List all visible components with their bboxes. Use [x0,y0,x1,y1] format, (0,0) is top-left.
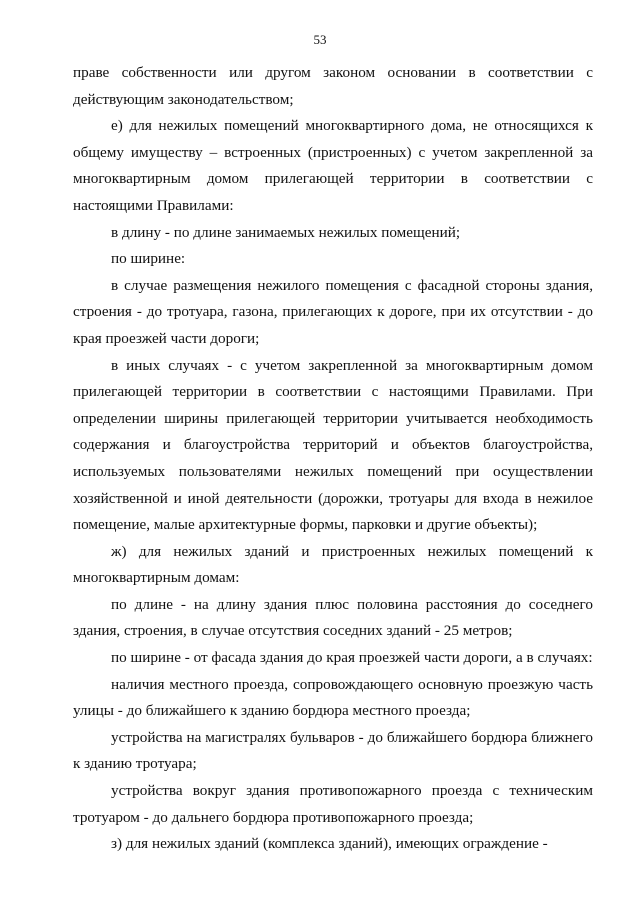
paragraph: ж) для нежилых зданий и пристроенных нежилых помещений к многоквартирным домам: [73,542,593,587]
paragraph: по ширине: [111,250,186,268]
paragraph: в иных случаях - с учетом закрепленной за многоквартирным домом прилегающей территории в соответствии с настоящими Правилами. При определении ширины прилегающей территории учитывается необходимость содержания и благоустройства территорий и объектов благоустройства, используемых пользователями нежилых помещений при осуществлении хозяйственной и иной деятельности (дорожки, тротуары для входа в нежилое помещение, малые архитектурные формы, парковки и другие объекты); [73,356,593,534]
paragraph: по длине - на длину здания плюс половина расстояния до соседнего здания, строения, в случае отсутствия соседних зданий - 25 метров; [73,595,593,640]
paragraph: е) для нежилых помещений многоквартирного дома, не относящихся к общему имуществу – встроенных (пристроенных) с учетом закрепленной за многоквартирным домом прилегающей территории в соответствии с настоящими Правилами: [73,117,593,214]
paragraph: наличия местного проезда, сопровождающего основную проезжую часть улицы - до ближайшего к зданию бордюра местного проезда; [73,675,593,720]
paragraph: в длину - по длине занимаемых нежилых помещений; [111,223,461,241]
paragraph: устройства на магистралях бульваров - до ближайшего бордюра ближнего к зданию тротуара; [73,728,593,773]
paragraph: з) для нежилых зданий (комплекса зданий), имеющих ограждение - [111,835,548,853]
page-number: 53 [313,32,327,47]
paragraph: в случае размещения нежилого помещения с фасадной стороны здания, строения - до тротуара, газона, прилегающих к дороге, при их отсутствии - до края проезжей части дороги; [73,276,593,347]
paragraph: устройства вокруг здания противопожарного проезда с техническим тротуаром - до дальнего бордюра противопожарного проезда; [73,782,593,826]
paragraph: праве собственности или другом законом основании в соответствии с действующим законодательством; [73,64,593,108]
paragraph: по ширине - от фасада здания до края проезжей части дороги, а в случаях: [111,649,593,667]
document-body [73,60,593,858]
